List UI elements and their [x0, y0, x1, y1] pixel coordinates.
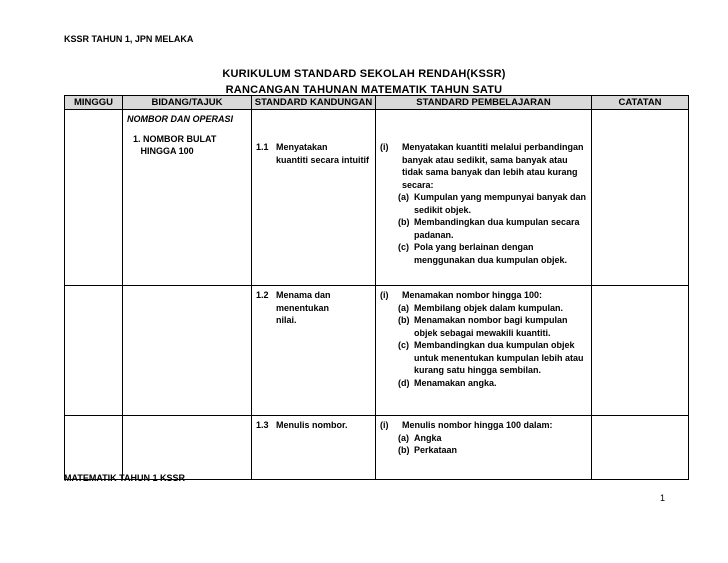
column-header-standard-pembelajaran: STANDARD PEMBELAJARAN: [376, 96, 592, 110]
document-title: KURIKULUM STANDARD SEKOLAH RENDAH(KSSR): [222, 68, 506, 80]
sp-subitem: (a) Angka: [398, 432, 442, 443]
table-row: [65, 110, 689, 286]
sk-number: 1.3: [256, 420, 269, 430]
document-subtitle: RANCANGAN TAHUNAN MATEMATIK TAHUN SATU: [225, 84, 503, 96]
bidang-cell: [123, 416, 252, 480]
bidang-text: 1. NOMBOR BULAT HINGGA 100: [133, 133, 217, 156]
column-header-standard-kandungan: STANDARD KANDUNGAN: [252, 96, 376, 110]
document-footer: MATEMATIK TAHUN 1 KSSR: [64, 473, 185, 483]
sk-text: Menulis nombor.: [276, 420, 348, 430]
sp-subitem: (b) Perkataan: [398, 445, 458, 455]
sp-subitem: (a) Kumpulan yang mempunyai banyak dan sedikit objek.: [398, 192, 587, 215]
minggu-cell: [65, 286, 123, 416]
bidang-cell: [123, 110, 252, 286]
standard-pembelajaran-cell: [376, 286, 592, 416]
catatan-cell: [592, 416, 689, 480]
sp-subitem: (a) Membilang objek dalam kumpulan.: [398, 302, 564, 313]
yearly-plan-table: [64, 95, 689, 480]
sp-text: Menamakan nombor hingga 100:: [402, 290, 543, 300]
sk-number: 1.2: [256, 290, 269, 300]
sp-roman: (i): [380, 290, 389, 300]
sp-subitem: (c) Membandingkan dua kumpulan objek untuk menentukan kumpulan lebih atau kurang satu hingga sembilan.: [398, 340, 584, 375]
minggu-cell: [65, 416, 123, 480]
standard-pembelajaran-cell: [376, 110, 592, 286]
minggu-cell: [65, 110, 123, 286]
table-row: [65, 416, 689, 480]
sp-text: Menyatakan kuantiti melalui perbandingan banyak atau sedikit, sama banyak atau tidak sama banyak dan lebih atau kurang secara:: [402, 142, 584, 190]
catatan-cell: [592, 110, 689, 286]
column-header-minggu: MINGGU: [65, 96, 123, 110]
sk-number: 1.1: [256, 142, 269, 152]
sk-text: Menama dan menentukan nilai.: [276, 290, 331, 325]
sk-text: Menyatakan kuantiti secara intuitif: [276, 142, 370, 165]
standard-kandungan-cell: [252, 286, 376, 416]
sp-subitem: (b) Menamakan nombor bagi kumpulan objek sebagai mewakili kuantiti.: [398, 315, 568, 338]
standard-kandungan-cell: [252, 110, 376, 286]
sp-subitem: (d) Menamakan angka.: [398, 377, 497, 388]
document-header: KSSR TAHUN 1, JPN MELAKA: [64, 34, 194, 44]
sp-roman: (i): [380, 142, 389, 152]
table-header-row: [65, 96, 689, 110]
standard-pembelajaran-cell: [376, 416, 592, 480]
page-number: 1: [660, 493, 666, 503]
topic-title: NOMBOR DAN OPERASI: [127, 114, 234, 124]
column-header-catatan: CATATAN: [592, 96, 689, 110]
sp-subitem: (b) Membandingkan dua kumpulan secara padanan.: [398, 217, 580, 240]
catatan-cell: [592, 286, 689, 416]
sp-subitem: (c) Pola yang berlainan dengan menggunakan dua kumpulan objek.: [398, 242, 568, 265]
bidang-cell: [123, 286, 252, 416]
table-row: [65, 286, 689, 416]
standard-kandungan-cell: [252, 416, 376, 480]
sp-roman: (i): [380, 420, 389, 430]
sp-text: Menulis nombor hingga 100 dalam:: [402, 420, 553, 430]
column-header-bidang: BIDANG/TAJUK: [123, 96, 252, 110]
